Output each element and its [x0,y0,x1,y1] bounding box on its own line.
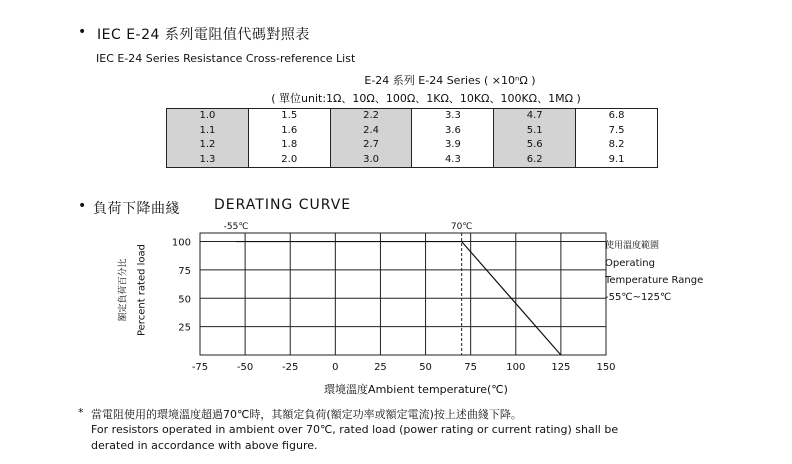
section1-title: IEC E-24 系列電阻值代碼對照表 [97,27,310,43]
x-tick-label: -50 [236,362,254,373]
table-cell: 1.1 [199,124,216,136]
chart-legend [605,238,703,306]
legend-title: 使用溫度範圍 [605,241,660,251]
y-axis-label-zh: 額定負荷百分比 [118,258,129,322]
table-cell: 2.0 [281,153,298,165]
annotation-label: 70℃ [450,222,473,232]
x-tick-label: 0 [332,362,339,373]
table-caption-unit: ( 單位unit:1Ω、10Ω、100Ω、1KΩ、10KΩ、100KΩ、1MΩ ) [271,92,581,105]
x-tick-label: 100 [506,362,526,373]
legend-line: -55℃~125℃ [605,292,672,303]
footnote-en-line1: For resistors operated in ambient over 70℃, rated load (power rating or current rating) shall be [91,423,619,436]
table-cell: 2.4 [363,124,380,136]
y-tick-label: 25 [178,322,191,334]
table-cell: 2.2 [363,110,380,121]
x-tick-label: -25 [282,362,299,373]
x-tick-label: 125 [551,362,571,373]
footnote-star: * [78,406,84,419]
table-cell: 4.3 [444,153,461,165]
table-cell: 1.5 [281,110,298,121]
x-tick-label: 150 [596,362,616,373]
table-cell: 6.8 [608,110,625,121]
x-tick-label: 25 [374,362,387,373]
table-cell: 1.3 [199,153,216,165]
section1-subtitle: IEC E-24 Series Resistance Cross-reference List [96,52,356,65]
section1-bullet: • [78,24,87,40]
legend-line: Operating [605,258,655,269]
table-caption-series: E-24 系列 E-24 Series ( ×10ⁿΩ ) [364,74,536,87]
footnote-zh: 當電阻使用的環境溫度超過70℃時，其額定負荷(額定功率或額定電流)按上述曲綫下降。 [91,408,522,421]
y-tick-label: 100 [171,237,191,249]
y-axis-label-en: Percent rated load [136,243,148,337]
footnote-en-line2: derated in accordance with above figure. [91,439,318,452]
x-tick-label: -75 [191,362,209,373]
section2-title: 負荷下降曲綫 [93,201,180,217]
table-cell: 8.2 [608,139,625,150]
table-cell: 3.3 [444,110,461,121]
table-cell: 9.1 [608,153,625,165]
table-cell: 4.7 [526,110,543,121]
section2-title-en: DERATING CURVE [214,197,352,213]
table-cell: 5.6 [526,139,543,150]
table-cell: 5.1 [526,124,543,136]
y-tick-label: 75 [178,265,191,277]
table-cell: 3.0 [363,153,380,165]
table-cell: 1.0 [199,110,216,121]
legend-line: Temperature Range [605,275,704,286]
x-tick-label: 50 [419,362,432,373]
x-axis-label: 環境溫度Ambient temperature(℃) [324,383,508,396]
table-cell: 2.7 [363,139,380,150]
table-cell: 1.2 [199,139,216,150]
table-cell: 7.5 [608,124,625,136]
section2-bullet: • [78,198,87,214]
annotation-label: -55℃ [223,222,249,232]
table-cell: 1.8 [281,139,298,150]
table-cell: 1.6 [281,124,298,136]
x-tick-label: 75 [464,362,478,373]
table-cell: 3.6 [444,124,461,136]
table-cell: 6.2 [526,153,543,165]
y-tick-label: 50 [178,294,191,306]
table-cell: 3.9 [444,139,461,150]
